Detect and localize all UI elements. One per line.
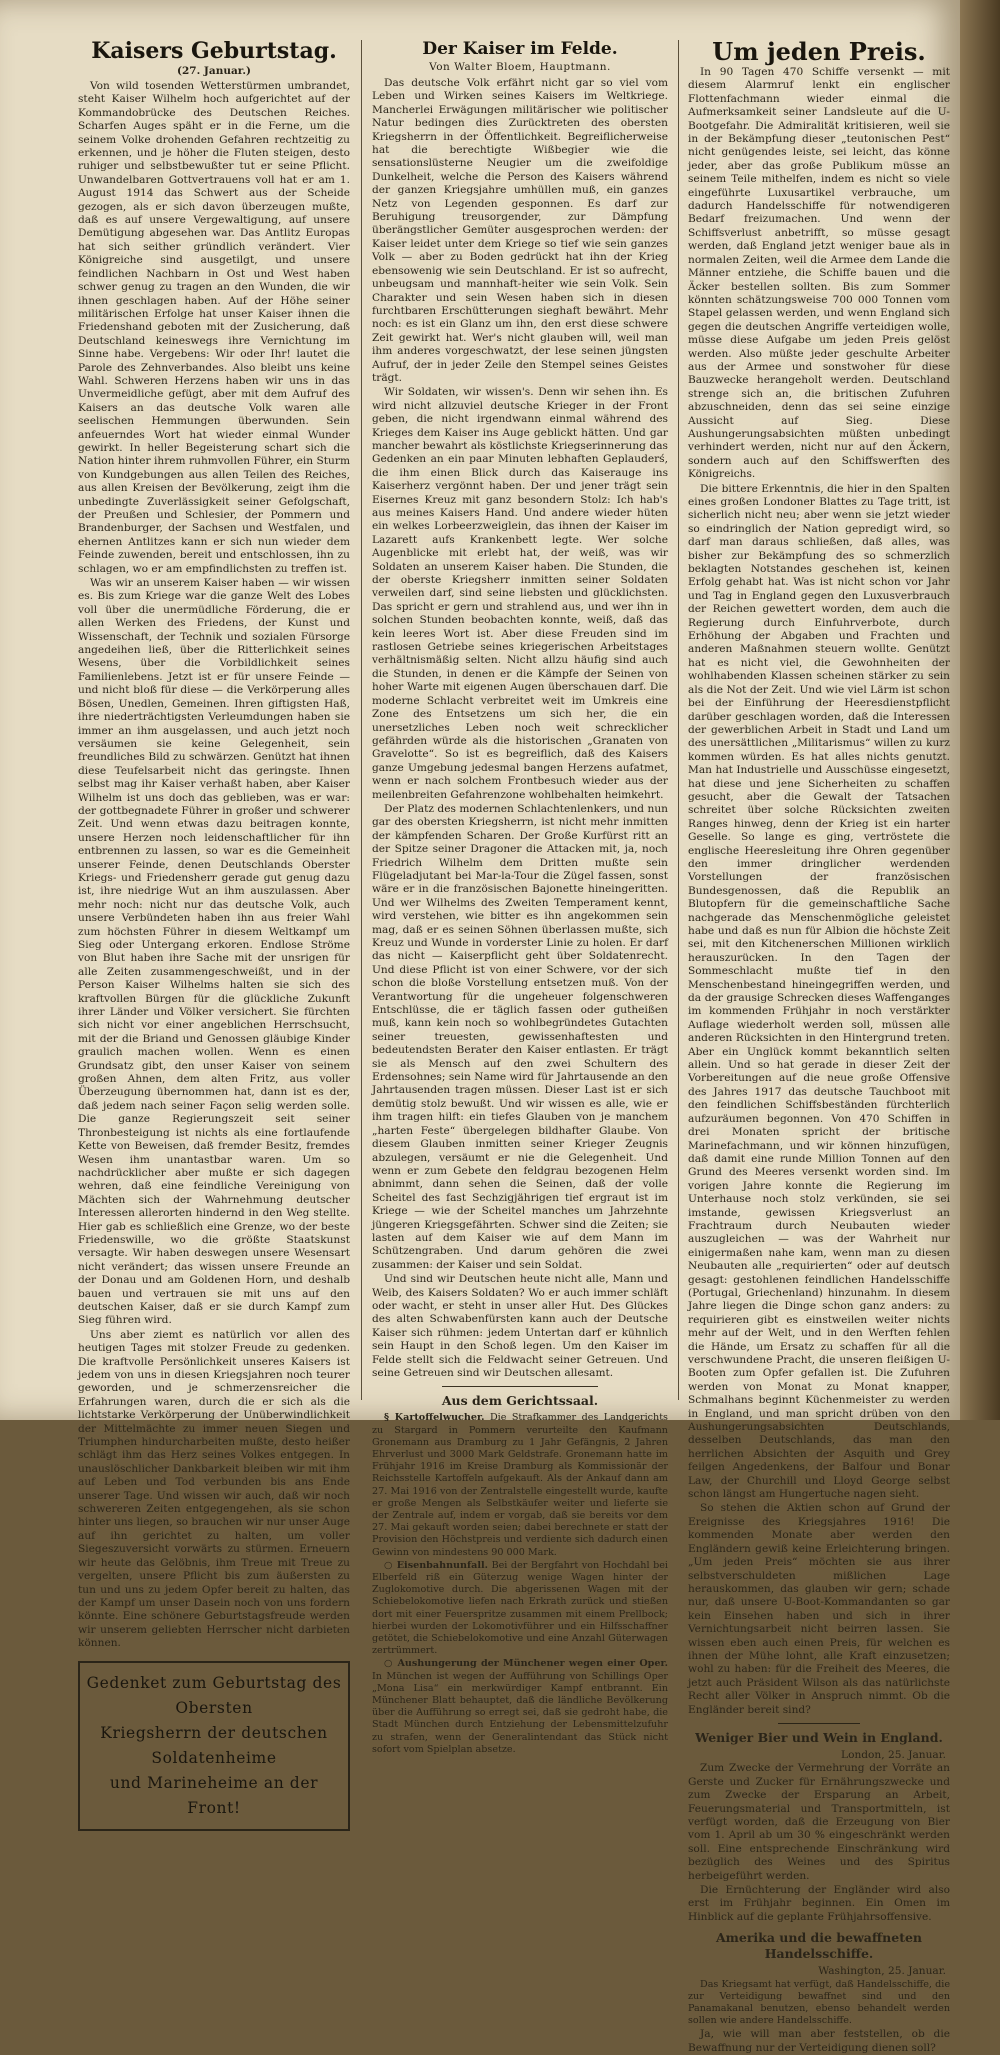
column-divider [678,40,679,1400]
appeal-line: und Marineheime an der Front! [109,1773,319,1817]
article-paragraph: So stehen die Aktien schon auf Grund der Ereignisse des Kriegsjahres 1916! Die kommenden Monate aber werden den Engländern gewiß keine Erleichterung bringen. „Um jeden Preis“ möchten sie aus ihrer selbstverschuldeten mißlichen Lage herauskommen, das glauben wir gern; schade nur, daß unsere U-Boot-Kommandanten so gar kein Einsehen haben und sich in ihrer Vernichtungsarbeit nicht beirren lassen. Sie wissen eben auch einen Preis, für welchen es ihnen der Mühe lohnt, alle Kraft einzusetzen; wohl zu haben: für die Freiheit des Meeres, die jetzt auch Präsident Wilson als das natürlichste Recht aller Völker in Anspruch nimmt. Ob die Engländer bereit sind? [688,1502,950,1716]
article-paragraph: Was wir an unserem Kaiser haben — wir wissen es. Bis zum Kriege war die ganze Welt des Lobes voll über die unermüdliche Förderung, die er allen Werken des Friedens, der Kunst und Wissenschaft, der Technik und sozialen Fürsorge angedeihen ließ, über die Ritterlichkeit seines Wesens, über die Vorbildlichkeit seines Familienlebens. Jetzt ist er für unsere Feinde — und nicht bloß für diese — die Verkörperung alles Bösen, Unedlen, Gemeinen. Ihren giftigsten Haß, ihre niederträchtigsten Verleumdungen haben sie immer an ihm ausgelassen, und auch jetzt noch versäumen sie keine Gelegenheit, sein freundliches Bild zu schwärzen. Genützt hat ihnen diese Teufelsarbeit nicht das geringste. Ihnen selbst mag ihr Kaiser verhaßt haben, aber Kaiser Wilhelm ist uns doch das geblieben, was er war: der gottbegnadete Führer in großer und schwerer Zeit. Und wenn etwas dazu beitragen konnte, unsere Herzen noch leidenschaftlicher für ihn entbrennen zu lassen, so war es die Gemeinheit unserer Feinde, denen Deutschlands Oberster Kriegs- und Friedensherr gerade gut genug dazu ist, ihre niedrige Wut an ihm auszulassen. Aber mehr noch: nicht nur das deutsche Volk, auch unsere Verbündeten haben ihn aus freier Wahl zum höchsten Führer in diesem Weltkampf um Sieg oder Untergang erkoren. Endlose Ströme von Blut haben ihre Sache mit der unsrigen für alle Zeiten zusammengeschweißt, und in der Person Kaiser Wilhelms halten sie sich des kraftvollen Bürgen für die glückliche Zukunft ihrer Länder und Völker versichert. Sie fürchten sich nicht vor einer angeblichen Herrschsucht, mit der die Briand und Genossen gläubige Kinder graulich machen wollen. Wenn es einen Grundsatz gibt, den unser Kaiser von seinem großen Ahnen, dem alten Fritz, aus voller Überzeugung übernommen hat, dann ist es der, daß jedem nach seiner Façon selig werden solle. Die ganze Regierungszeit seit seiner Thronbesteigung ist nichts als eine fortlaufende Kette von Beweisen, daß fremder Besitz, fremdes Wesen ihm unantastbar waren. Um so nachdrücklicher aber mußte er sich dagegen wehren, daß eine feindliche Vereinigung von Mächten sich der Wahrnehmung deutscher Interessen allerorten hindernd in den Weg stellte. Hier gab es schließlich eine Grenze, wo der beste Friedenswille, wo die größte Staatskunst versagte. Wir haben deswegen unsere Wesensart nicht verändert; das wissen unsere Freunde an der Donau und am Goldenen Horn, und deshalb bauen und vertrauen sie mit uns auf den deutschen Kaiser, daß er sie durch Kampf zum Sieg führen wird. [78,577,350,1327]
section-divider [778,1723,860,1724]
notice-text: Ja, wie will man aber feststellen, ob die Bewaffnung nur der Verteidigung dienen soll? [688,2028,950,2054]
notice-text: Das Kriegsamt hat verfügt, daß Handelsschiffe, die zur Verteidigung bewaffnet sind und den Panamakanal benutzen, ebenso behandelt werden sollen wie andere Handelsschiffe. [688,1978,950,2027]
column-um-jeden-preis [688,37,950,2054]
court-item [372,1412,668,1558]
notice-text: Die Ernüchterung der Engländer wird also erst im Frühjahr beginnen. Ein Omen im Hinblick auf die geplante Frühjahrsoffensive. [688,1884,950,1923]
article-paragraph: Das deutsche Volk erfährt nicht gar so viel vom Leben und Wirken seines Kaisers im Weltkriege. Mancherlei Erwägungen militärischer wie politischer Natur bedingen dies Zurücktreten des obersten Kriegsherrn in der Öffentlichkeit. Begreiflicherweise hat die berechtigte Wißbegier wie die sensationslüsterne Neugier um die zweifoldige Dunkelheit, welche die Person des Kaisers während der ganzen Kriegsjahre umhüllen muß, ein ganzes Netz von Legenden gesponnen. Es darf zur Beruhigung treusorgender, zur Dämpfung überängstlicher Gemüter ausgesprochen werden: der Kaiser leidet unter dem Kriege so tief wie sein ganzes Volk — aber zu Boden gedrückt hat ihn der Krieg ebensowenig wie sein Deutschland. Er ist so aufrecht, unbeugsam und mannhaft-heiter wie sein Volk. Sein Charakter und sein Wesen haben sich in diesen furchtbaren Erschütterungen sieghaft bewährt. Mehr noch: es ist ein Glanz um ihn, den erst diese schwere Zeit gewirkt hat. Wer's nicht glauben will, weil man ihm anderes vorgeschwatzt, der lese seinen jüngsten Aufruf, der in jeder Zeile den Stempel seines Geistes trägt. [372,77,668,384]
column-kaisers-geburtstag [78,38,350,1817]
court-item-text: Die Strafkammer des Landgerichts zu Stargard in Pommern verurteilte den Kaufmann Gronemann aus Dramburg zu 1 Jahr Gefängnis, 2 Jahren Ehrverlust und 3000 Mark Geldstrafe. Gronemann hatte im Frühjahr 1916 im Kreise Dramburg als Kommissionär der Reichsstelle Kartoffeln aufgekauft. Als der Ankauf dann am 27. Mai 1916 von der Zentralstelle eingestellt wurde, kaufte er große Mengen als Selbstkäufer weiter und lieferte sie der Zentrale auf, indem er vorgab, daß sie bereits vor dem 27. Mai gekauft worden seien; dabei berechnete er statt der Provision den Höchstpreis und verdiente sich dadurch einen Gewinn von mindestens 90 000 Mark. [372,1412,668,1558]
article-paragraph: Der Platz des modernen Schlachtenlenkers, und nun gar des obersten Kriegsherrn, ist nicht mehr inmitten der kämpfenden Scharen. Der Große Kurfürst ritt an der Spitze seiner Dragoner die Attacken mit, ja, noch Friedrich Wilhelm dem Dritten mußte sein Flügeladjutant bei Mar-la-Tour die Zügel fassen, sonst wäre er in die französischen Bajonette hineingeritten. Und wer Wilhelms des Zweiten Temperament kennt, wird verstehen, wie bitter es ihn angekommen sein mag, daß er es seinen Söhnen überlassen mußte, sich Kreuz und Wunde in vorderster Linie zu holen. Er darf das nicht — Kaiserpflicht geht über Soldatenrecht. Und diese Pflicht ist von einer Schwere, vor der sich schon die bloße Vorstellung entsetzen muß. Von der Verantwortung für die ungeheuer folgenschweren Entschlüsse, die er täglich fassen oder gutheißen muß, kann kein noch so wohlbegründetes Gutachten seiner treuesten, gewissenhaftesten und bedeutendsten Berater den Kaiser entlasten. Er trägt sie als Mensch auf den zwei Schultern des Erdensohnes; sein Name wird für Jahrtausende an den Jahrtausenden tragen müssen. Dieser Last ist er sich demütig stolz bewußt. Und wir wissen es alle, wie er ihm tragen hilft: ein tiefes Glauben von je manchem „harten Feste“ übergelegen bildhafter Glaube. Von diesem Glauben inmitten seiner Krieger Zeugnis abzulegen, versäumt er nie die Gelegenheit. Und wenn er zum Gebete den feldgrau bezogenen Helm abnimmt, dann sehen die Seinen, daß der volle Scheitel des fast Sechzigjährigen tief ergraut ist im Kriege — wie der Scheitel manches um Jahrzehnte jüngeren Kriegsgefährten. Schwer sind die Zeiten; sie lasten auf dem Kaiser wie auf dem Mann im Schützengraben. Und darum gehören die zwei zusammen: der Kaiser und sein Soldat. [372,802,668,1271]
court-item [372,1658,668,1756]
article-paragraph: Wir Soldaten, wir wissen's. Denn wir sehen ihn. Es wird nicht allzuviel deutsche Krieger in der Front geben, die nicht irgendwann einmal während des Krieges dem Kaiser ins Auge geblickt hätten. Und gar mancher bewahrt als köstlichste Kriegserinnerung das Gedenken an ein paar Minuten lebhaften Geplauderś, die ihm einen Blick durch das Kaiserauge ins Kaiserherz vergönnt haben. Der und jener trägt sein Eisernes Kreuz mit ganz besondern Stolz: Ich hab's aus meines Kaisers Hand. Und andere wieder hüten ein welkes Lorbeerzweiglein, das ihnen der Kaiser im Lazarett aufs Krankenbett legte. Wer solche Augenblicke mit erlebt hat, der weiß, was wir Soldaten an unserem Kaiser haben. Die Stunden, die der oberste Kriegsherr inmitten seiner Soldaten verweilen darf, sind seine liebsten und glücklichsten. Das spricht er gern und strahlend aus, und wer ihn in solchen Stunden beobachten konnte, weiß, daß das kein leeres Wort ist. Aber diese Freuden sind im rastlosen Getriebe seines kriegerischen Arbeitstages verhältnismäßig selten. Nicht allzu häufig sind auch die Stunden, in denen er die Kämpfe der Seinen von hoher Warte mit eigenen Augen überschauen darf. Die moderne Schlacht verbreitet weit im Umkreis eine Zone des Entsetzens um sich her, die ein unersetzliches Leben noch weit schrecklicher gefährden würde als die historischen „Granaten von Gravelotte“. So ist es begreiflich, daß des Kaisers ganze Umgebung jedesmal bangen Herzens aufatmet, wenn er nach solchem Frontbesuch wieder aus der meilenbreiten Gefahrenzone wohlbehalten heimkehrt. [372,386,668,801]
article-paragraph: Uns aber ziemt es natürlich vor allen des heutigen Tages mit stolzer Freude zu gedenken. Die kraftvolle Persönlichkeit unseres Kaisers ist jedem von uns in diesen Kriegsjahren noch teurer geworden, und je schmerzensreicher die Erfahrungen waren, durch die er sich als die lichtstarke Verkörperung der Unüberwindlichkeit der Mittelmächte zu immer neuen Siegen und Triumphen hindurcharbeiten mußte, desto heißer schlägt ihm das Herz seines Volkes entgegen. In unauslöschlicher Dankbarkeit bleiben wir mit ihm auf Leben und Tod verbunden bis ans Ende unserer Tage. Und wissen wir auch, daß wir noch schwereren Zeiten entgegengehen, als sie schon hinter uns liegen, so brauchen wir nur unser Auge auf ihn gerichtet zu halten, um voller Siegeszuversicht vorwärts zu stürmen. Erneuern wir heute das Gelöbnis, ihm Treue mit Treue zu vergelten, unsere Pflicht bis zum äußersten zu tun und uns zu jedem Opfer bereit zu halten, das der Kampf um unser Dasein noch von uns fordern könnte. Eine schönere Geburtstagsfreude werden wir unserem geliebten Herrscher nicht darbieten können. [78,1328,350,1650]
appeal-line: Kriegsherrn der deutschen Soldatenheime [100,1723,328,1767]
notice-dateline: Washington, 25. Januar. [818,1965,946,1978]
article-headline: Kaisers Geburtstag. [91,38,337,64]
section-divider [442,1386,598,1387]
notice-dateline: London, 25. Januar. [841,1748,946,1761]
court-item [372,1560,668,1658]
notice-heading: Amerika und die bewaffneten Handelsschiffe. [715,1930,923,1962]
article-byline: Von Walter Bloem, Hauptmann. [429,61,611,73]
appeal-box [78,1661,350,1831]
column-divider [361,40,362,1400]
article-paragraph: Von wild tosenden Wetterstürmen umbrandet, steht Kaiser Wilhelm hoch aufgerichtet auf der Kommandobrücke des Deutschen Reiches. Scharfen Auges späht er in die Ferne, um die seinem Volke drohenden Gefahren rechtzeitig zu erkennen, und je höher die Fluten steigen, desto ruhiger und selbstbewußter tut er seine Pflicht. Unwandelbaren Gottvertrauens voll hat er am 1. August 1914 das Schwert aus der Scheide gezogen, als er sich davon überzeugen mußte, daß es auf unsere Vergewaltigung, auf unsere Demütigung abgesehen war. Das Antlitz Europas hat sich seither gründlich verändert. Vier Königreiche sind ausgetilgt, und unsere feindlichen Nachbarn in Ost und West haben schwer genug zu tragen an den Wunden, die wir ihnen geschlagen haben. Auf der Höhe seiner militärischen Erfolge hat unser Kaiser ihnen die Friedenshand geboten mit der Zusicherung, daß Deutschland keineswegs ihre Vernichtung im Sinne habe. Vergebens: Wir oder Ihr! lautet die Parole des Zehnverbandes. Also bleibt uns keine Wahl. Schweren Herzens haben wir uns in das Unvermeidliche gefügt, aber mit dem Aufruf des Kaisers an das deutsche Volk waren alle seelischen Hemmungen überwunden. Sein anfeuerndes Wort hat wieder einmal Wunder gewirkt. In heller Begeisterung schart sich die Nation hinter ihrem ruhmvollen Führer, ein Sturm von Kundgebungen aus allen Teilen des Reiches, aus allen Kreisen der Bevölkerung, zeigt ihm die unbedingte Zuverlässigkeit seiner Gefolgschaft, der Preußen und Schlesier, der Pommern und Brandenburger, der Sachsen und Westfalen, und ehernen Antlitzes kann er sich nun wieder dem Feinde zuwenden, bereit und entschlossen, ihn zu schlagen, wo er am empfindlichsten zu treffen ist. [78,80,350,575]
court-item-title: ○ Eisenbahnunfall. [384,1559,488,1571]
article-headline: Der Kaiser im Felde. [422,39,618,59]
appeal-line: Gedenket zum Geburtstag des Obersten [86,1673,342,1717]
article-paragraph: Die bittere Erkenntnis, die hier in den Spalten eines großen Londoner Blattes zu Tage tritt, ist sicherlich nicht neu; aber wenn sie jetzt wieder so eindringlich der Nation gepredigt wird, so darf man daraus schließen, daß alles, was bisher zur Bekämpfung des so schmerzlich beklagten Notstandes geschehen ist, keinen Erfolg gehabt hat. Was ist nicht schon vor Jahr und Tag in England gegen den Luxusverbrauch der Reichen gewettert worden, dem auch die Regierung durch Einfuhrverbote, durch Erhöhung der Abgaben und Frachten und anderen Maßnahmen steuern wollte. Genützt hat es nicht viel, die Gewohnheiten der wohlhabenden Klassen scheinen stärker zu sein als die Not der Zeit. Und wie viel Lärm ist schon bei der Einführung der Heeresdienstpflicht darüber geschlagen worden, daß die Interessen der gewerblichen Arbeit in Stadt und Land um des unersättlichen „Militarismus“ willen zu kurz kommen würden. Es hat alles nichts genutzt. Man hat Industrielle und Ausschüsse eingesetzt, hat diese und jene Sicherheiten zu schaffen gesucht, aber die Gewalt der Tatsachen schreitet über solche Rücksichten zweiten Ranges hinweg, denn der Krieg ist ein harter Geselle. So lange es ging, vertröstete die englische Heeresleitung ihre Ohren gegenüber den immer dringlicher werdenden Vorstellungen der französischen Bundesgenossen, daß die Republik an Blutopfern für die gemeinschaftliche Sache nachgerade das Menschenmögliche geleistet habe und daß es nun für Albion die höchste Zeit sei, mit den Kitchenerschen Millionen wirklich herauszurücken. In den Tagen der Sommeschlacht mußte tief in den Menschenbestand hineingegriffen werden, und da der grausige Schrecken dieses Waffenganges im kommenden Frühjahr in noch verstärkter Auflage wiederholt werden soll, müssen alle anderen Rücksichten in den Hintergrund treten. Aber ein Unglück kommt bekanntlich selten allein. Und so hat gerade in dieser Zeit der Vorbereitungen auf die neue große Offensive des Jahres 1917 das deutsche Tauchboot mit den feindlichen Schiffsbeständen fürchterlich aufzuräumen begonnen. Von 470 Schiffen in drei Monaten spricht der britische Marinefachmann, und wir können hinzufügen, daß damit eine runde Million Tonnen auf den Grund des Meeres versenkt worden sind. Im vorigen Jahre konnte die Regierung im Unterhause noch stolz verkünden, sie sei imstande, gewissen Kriegsverlust an Frachtraum durch Neubauten wieder auszugleichen — was der Wahrheit nur einigermaßen nahe kam, wenn man zu diesen Neubauten alle „requirierten“ oder auf deutsch gesagt: gestohlenen feindlichen Handelsschiffe (Portugal, Griechenland) hinzunahm. In diesem Jahre liegen die Dinge schon ganz anders: zu requirieren gibt es einstweilen weiter nichts mehr auf der Welt, und in den Werften fehlen die Hände, um Ersatz zu schaffen für all die verschwundene Pracht, die unseren fleißigen U-Booten zum Opfer gefallen ist. Die Zufuhren werden von Monat zu Monat knapper, Schmalhans beginnt Küchenmeister zu werden in England, und man spricht drüben von den Aushungerungsabsichten Deutschlands, desselben Deutschlands, das man den herrlichen Absichten der Asquith und Grey feilgen Angedenkens, der Balfour und Bonar Law, der Churchill und Lloyd George selbst schon längst am Hungertuche nagen sieht. [688,482,950,1501]
court-item-text: Bei der Bergfahrt von Hochdahl bei Elberfeld riß ein Güterzug wenige Wagen hinter der Zuglokomotive durch. Die abgerissenen Wagen mit der Schiebelokomotive liefen nach Erkrath zurück und stießen dort mit einer Feuerspritze zusammen mit einem Prellbock; hierbei wurden der Lokomotivführer und ein Hilfsschaffner getötet, die Schiebelokomotive und eine Anzahl Güterwagen zertrümmert. [372,1559,668,1657]
article-paragraph: Und sind wir Deutschen heute nicht alle, Mann und Weib, des Kaisers Soldaten? Wo er auch immer schläft oder wacht, er steht in unser aller Hut. Des Glückes des alten Schwabenfürsten kann auch der Deutsche Kaiser sich rühmen: jedem Untertan darf er kühnlich sein Haupt in den Schoß legen. Um den Kaiser im Felde stellt sich die Feldwacht seiner Getreuen. Und seine Getreuen sind wir Deutschen allesamt. [372,1273,668,1379]
notice-text: Zum Zwecke der Vermehrung der Vorräte an Gerste und Zucker für Ernährungszwecke und zum Zwecke der Ersparung an Arbeit, Feuerungsmaterial und Transportmitteln, ist verfügt worden, daß die Erzeugung von Bier vom 1. April ab um 30 % eingeschränkt werden soll. Eine entsprechende Einschränkung wird bezüglich des Weines und des Spiritus herbeigeführt werden. [688,1762,950,1882]
court-item-title: ○ Aushungerung der Münchener wegen einer Oper. [384,1658,668,1670]
court-item-title: § Kartoffelwucher. [384,1412,485,1424]
section-heading: Aus dem Gerichtssaal. [441,1393,599,1409]
binding-edge [960,0,1000,1420]
notice-heading: Weniger Bier und Wein in England. [695,1729,943,1745]
article-date: (27. Januar.) [177,65,251,77]
article-paragraph: In 90 Tagen 470 Schiffe versenkt — mit diesem Alarmruf lenkt ein englischer Flottenfachmann wieder einmal die Aufmerksamkeit seiner Landsleute auf die U-Bootgefahr. Die Admiralität kritisieren, weil sie in der Bekämpfung dieser „teutonischen Pest“ nicht genügendes leiste, sei leicht, das könne jeder, aber das große Publikum müsse an seinem Teile mithelfen, indem es nicht so viele eingeführte Luxusartikel verbrauche, um dadurch Handelsschiffe für notwendigeren Bedarf freizumachen. Und wenn der Schiffsverlust anbetrifft, so müsse gesagt werden, daß England jetzt weniger baue als in normalen Zeiten, weil die Armee dem Lande die Männer entziehe, die Schiffe bauen und die Äcker bestellen sollten. Bis zum Sommer könnten schätzungsweise 700 000 Tonnen vom Stapel gelassen werden, und wenn England sich gegen die deutschen Angriffe verteidigen wolle, müsse diese Aufgabe um jeden Preis gelöst werden. Also müßte jeder geschulte Arbeiter aus der Armee und sonstwoher für diese Bauzwecke herangeholt werden. Deutschland strenge sich an, die britischen Zufuhren abzuschneiden, denn das sei seine einzige Aussicht auf Sieg. Diese Aushungerungsabsichten müßten unbedingt verhindert werden, nicht nur auf den Äckern, sondern auch auf den Schiffswerften des Königreichs. [688,66,950,481]
column-kaiser-im-felde [372,38,668,1755]
court-item-text: In München ist wegen der Aufführung von Schillings Oper „Mona Lisa“ ein merkwürdiger Kampf entbrannt. Ein Münchener Blatt behauptet, daß die ländliche Bevölkerung über die Aufführung so erregt sei, daß sie gedroht habe, die Stadt München durch Entziehung der Lebensmittelzufuhr zu strafen, wenn der Generalintendant das Stück nicht sofort vom Spielplan absetze. [372,1670,668,1755]
article-headline: Um jeden Preis. [712,37,926,66]
